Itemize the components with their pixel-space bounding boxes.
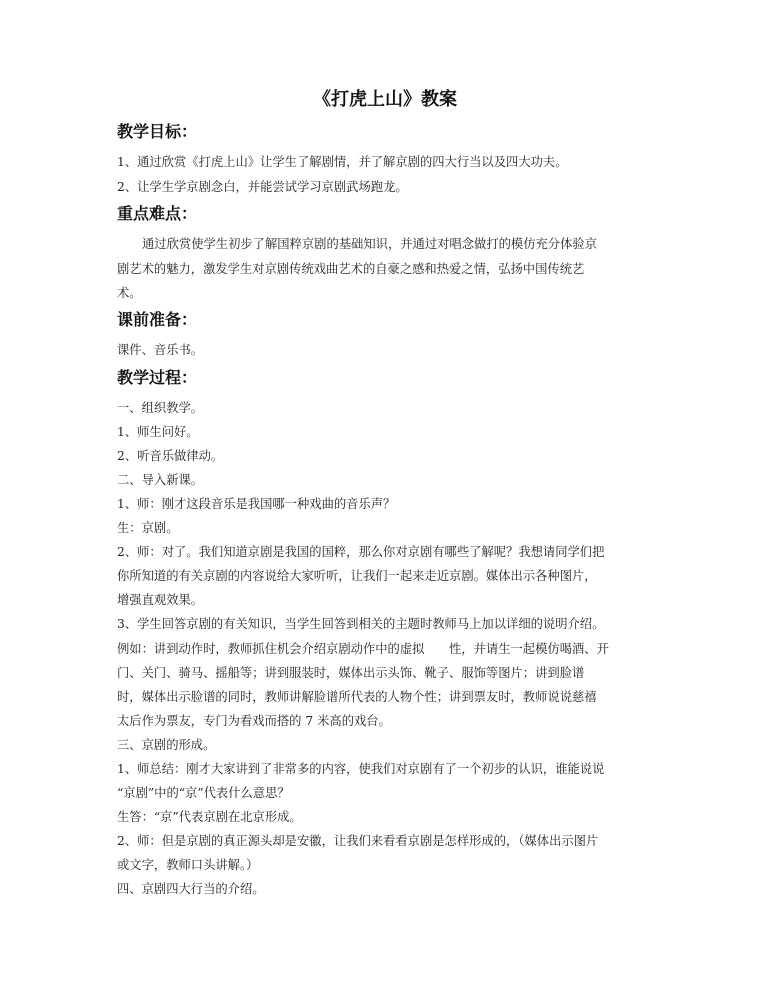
process-line: 或文字，教师口头讲解。）	[117, 858, 259, 872]
process-line: 1、师总结：刚才大家讲到了非常多的内容，使我们对京剧有了一个初步的认识，谁能说说	[117, 762, 605, 776]
process-line: 四、京剧四大行当的介绍。	[117, 882, 265, 896]
process-line: 生答：“京”代表京剧在北京形成。	[117, 810, 302, 824]
process-line: 门、关门、骑马、摇船等；讲到服装时，媒体出示头饰、靴子、服饰等图片；讲到脸谱	[117, 666, 585, 680]
key-points-line: 剧艺术的魅力，激发学生对京剧传统戏曲艺术的自豪之感和热爱之情，弘扬中国传统艺	[117, 262, 585, 276]
process-line: 一、组织教学。	[117, 401, 204, 415]
process-line: 太后作为票友，专门为看戏而搭的 7 米高的戏台。	[117, 714, 391, 728]
key-points-line: 术。	[117, 286, 142, 300]
heading-objectives: 教学目标：	[117, 122, 198, 141]
process-line: 2、师：对了。我们知道京剧是我国的国粹，那么你对京剧有哪些了解呢？我想请同学们把	[117, 545, 605, 559]
process-line: 例如：讲到动作时，教师抓住机会介绍京剧动作中的虚拟 性，并请生一起模仿喝酒、开	[117, 642, 609, 656]
process-line: 1、师：刚才这段音乐是我国哪一种戏曲的音乐声？	[117, 497, 396, 511]
process-line: 时，媒体出示脸谱的同时，教师讲解脸谱所代表的人物个性；讲到票友时，教师说说慈禧	[117, 690, 597, 704]
heading-preparation: 课前准备：	[117, 310, 198, 329]
process-line: 二、导入新课。	[117, 473, 204, 487]
process-line: 增强直观效果。	[117, 593, 204, 607]
preparation-line: 课件、音乐书。	[117, 343, 204, 357]
process-line: 3、学生回答京剧的有关知识，当学生回答到相关的主题时教师马上加以详细的说明介绍。	[117, 617, 605, 631]
heading-process: 教学过程：	[117, 368, 198, 387]
process-line: “京剧”中的“京”代表什么意思？	[117, 786, 290, 800]
process-line: 2、听音乐做律动。	[117, 449, 224, 463]
process-line: 生：京剧。	[117, 521, 179, 535]
objective-line: 1、通过欣赏《打虎上山》让学生了解剧情，并了解京剧的四大行当以及四大功夫。	[117, 155, 568, 169]
process-line: 你所知道的有关京剧的内容说给大家听听，让我们一起来走近京剧。媒体出示各种图片，	[117, 569, 597, 583]
process-line: 2、师：但是京剧的真正源头却是安徽，让我们来看看京剧是怎样形成的，（媒体出示图片	[117, 834, 599, 848]
process-line: 三、京剧的形成。	[117, 738, 216, 752]
process-line: 1、师生问好。	[117, 425, 199, 439]
key-points-line: 通过欣赏使学生初步了解国粹京剧的基础知识，并通过对唱念做打的模仿充分体验京	[142, 237, 597, 251]
document-title: 《打虎上山》教案	[313, 89, 457, 110]
objective-line: 2、让学生学京剧念白，并能尝试学习京剧武场跑龙。	[117, 180, 408, 194]
heading-key-points: 重点难点：	[117, 204, 198, 223]
